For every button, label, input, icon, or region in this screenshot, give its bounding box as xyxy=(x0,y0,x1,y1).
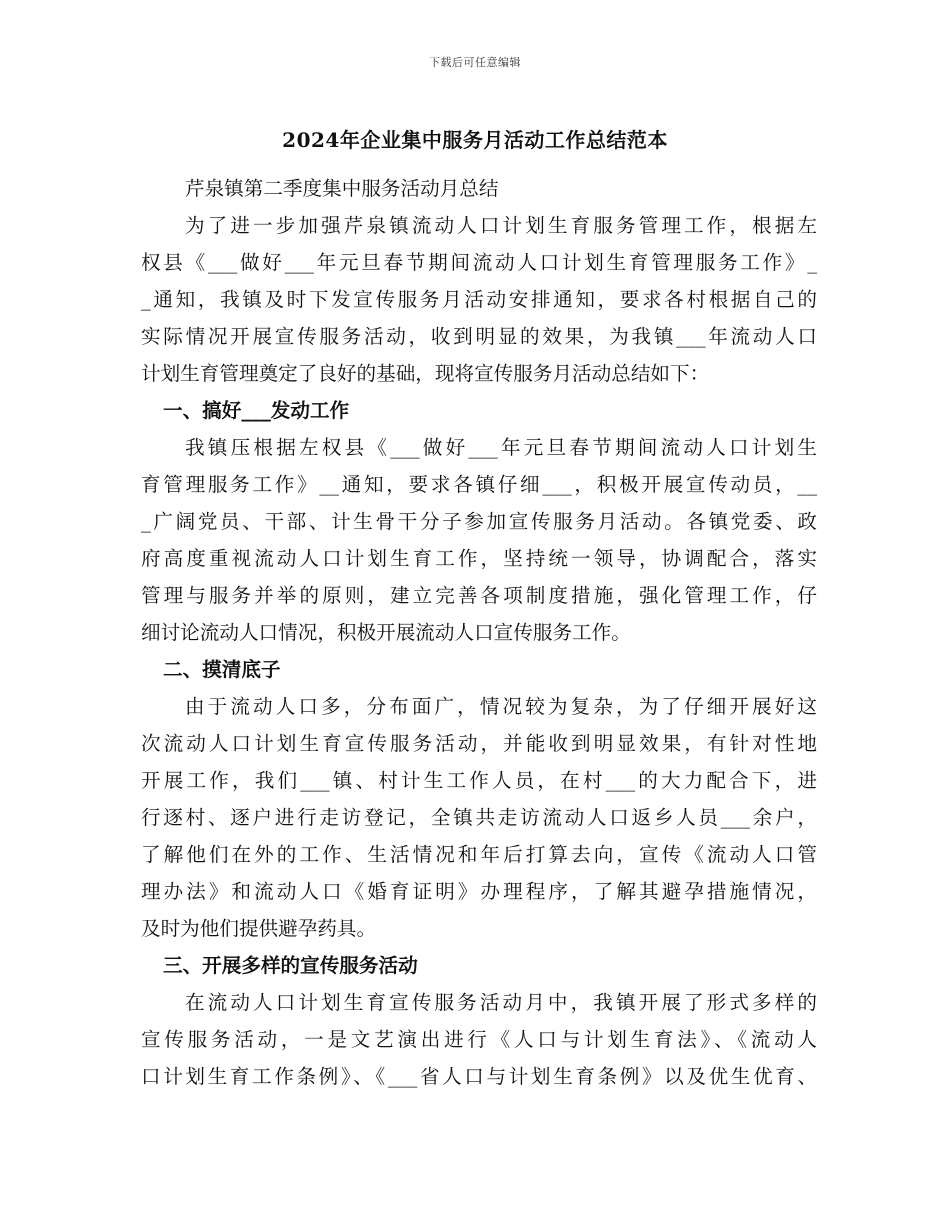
paragraph-line: 计划生育管理奠定了良好的基础，现将宣传服务月活动总结如下： xyxy=(141,362,710,385)
paragraph-line: 次流动人口计划生育宣传服务活动，并能收到明显效果，有针对性地 xyxy=(141,732,817,755)
document-title: 2024年企业集中服务月活动工作总结范本 xyxy=(282,128,668,152)
paragraph-line: 理办法》和流动人口《婚育证明》办理程序，了解其避孕措施情况， xyxy=(141,880,817,903)
paragraph-line: 为了进一步加强芹泉镇流动人口计划生育服务管理工作，根据左 xyxy=(185,214,817,237)
paragraph-line: 管理与服务并举的原则，建立完善各项制度措施，强化管理工作，仔 xyxy=(141,584,817,607)
paragraph-line: 行逐村、逐户进行走访登记，全镇共走访流动人口返乡人员___余户， xyxy=(141,806,817,829)
paragraph-line: 实际情况开展宣传服务活动，收到明显的效果，为我镇___年流动人口 xyxy=(141,325,817,348)
paragraph-line: 我镇压根据左权县《___做好___年元旦春节期间流动人口计划生 xyxy=(185,436,817,459)
paragraph-line: 芹泉镇第二季度集中服务活动月总结 xyxy=(185,177,499,200)
paragraph-line: 细讨论流动人口情况，积极开展流动人口宣传服务工作。 xyxy=(141,621,631,644)
section-heading: 一、搞好___发动工作 xyxy=(163,399,350,422)
paragraph-line: 宣传服务活动，一是文艺演出进行《人口与计划生育法》、《流动人 xyxy=(141,1028,817,1051)
header-note: 下载后可任意编辑 xyxy=(429,56,521,69)
paragraph-line: 口计划生育工作条例》、《___省人口与计划生育条例》以及优生优育、 xyxy=(141,1065,817,1088)
paragraph-line: 开展工作，我们___镇、村计生工作人员，在村___的大力配合下，进 xyxy=(141,769,817,792)
paragraph-line: 权县《___做好___年元旦春节期间流动人口计划生育管理服务工作》_ xyxy=(141,251,817,274)
section-heading: 三、开展多样的宣传服务活动 xyxy=(163,954,418,977)
document-body xyxy=(141,170,817,1095)
paragraph-line: 在流动人口计划生育宣传服务活动月中，我镇开展了形式多样的 xyxy=(185,991,817,1014)
paragraph-line: 了解他们在外的工作、生活情况和年后打算去向，宣传《流动人口管 xyxy=(141,843,817,866)
paragraph-line: 府高度重视流动人口计划生育工作，坚持统一领导，协调配合，落实 xyxy=(141,547,817,570)
paragraph-line: 育管理服务工作》__通知，要求各镇仔细___，积极开展宣传动员，__ xyxy=(141,473,817,496)
section-heading: 二、摸清底子 xyxy=(163,658,281,681)
paragraph-line: 由于流动人口多，分布面广，情况较为复杂，为了仔细开展好这 xyxy=(185,695,817,718)
paragraph-line: 及时为他们提供避孕药具。 xyxy=(141,917,377,940)
paragraph-line: _广阔党员、干部、计生骨干分子参加宣传服务月活动。各镇党委、政 xyxy=(141,510,817,533)
paragraph-line: _通知，我镇及时下发宣传服务月活动安排通知，要求各村根据自己的 xyxy=(141,288,817,311)
